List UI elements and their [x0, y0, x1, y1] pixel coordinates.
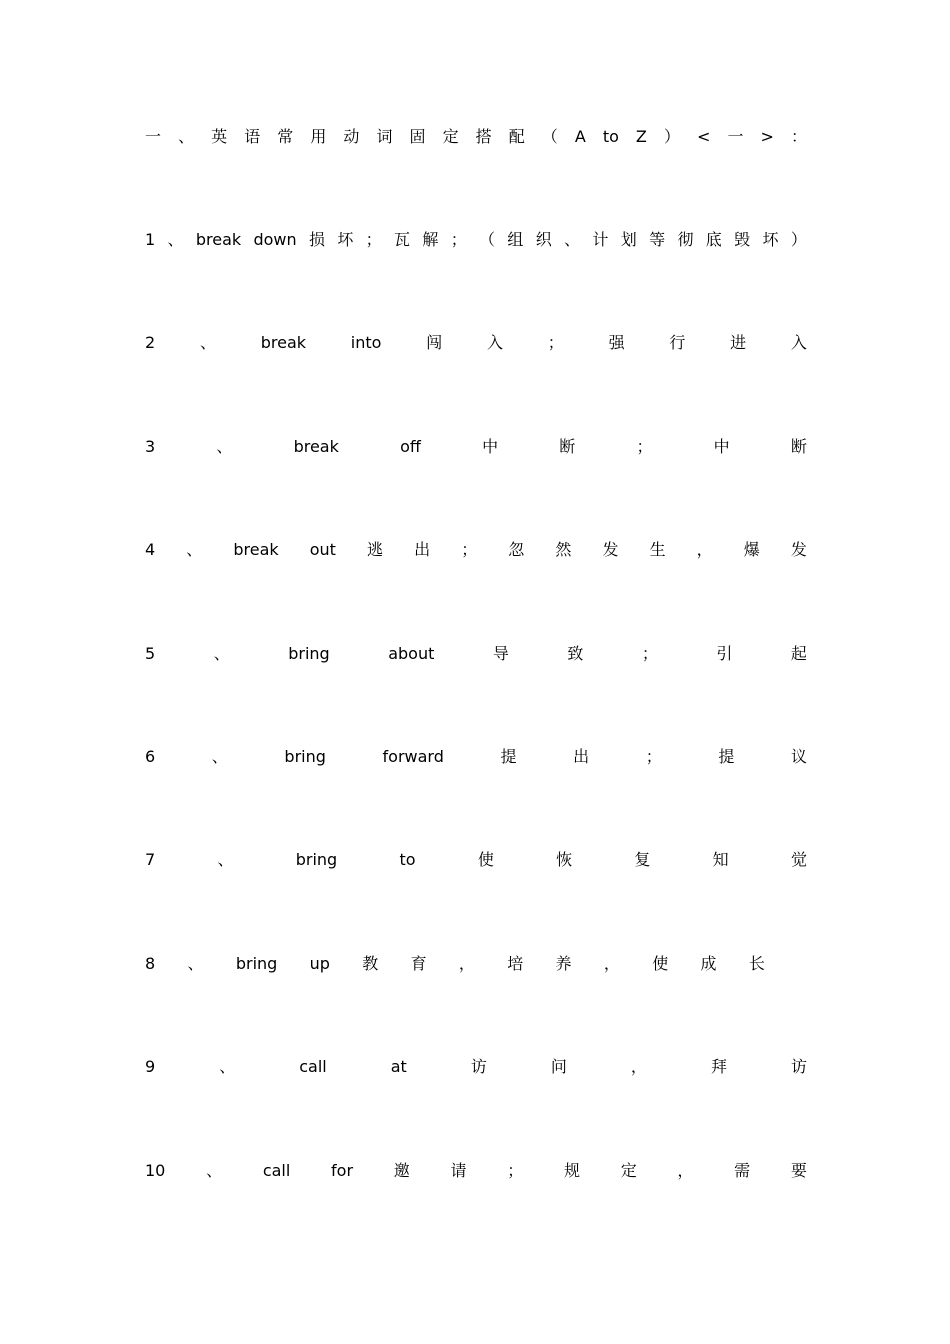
- text-token: 闯: [426, 333, 443, 352]
- text-token: 、: [217, 850, 234, 869]
- text-token: 恢: [556, 850, 573, 869]
- phrase-entry: [145, 642, 807, 666]
- text-token: bring: [295, 850, 338, 869]
- text-token: 计: [592, 230, 609, 249]
- text-token: 组: [507, 230, 524, 249]
- text-token: 入: [790, 333, 807, 352]
- text-token: into: [350, 333, 382, 352]
- text-token: bring: [288, 644, 330, 663]
- text-token: ，: [630, 1057, 647, 1076]
- text-token: 、: [199, 333, 216, 352]
- text-token: 行: [669, 333, 686, 352]
- text-token: 生: [649, 540, 666, 559]
- phrase-entry: [145, 331, 807, 355]
- text-token: 要: [790, 1161, 807, 1180]
- text-token: 解: [422, 230, 439, 249]
- text-token: 、: [213, 644, 230, 663]
- text-token: （: [541, 127, 558, 146]
- text-token: 中: [482, 437, 499, 456]
- text-token: 觉: [790, 850, 807, 869]
- text-token: 进: [730, 333, 747, 352]
- phrase-entry: [145, 228, 807, 252]
- text-token: <: [697, 127, 711, 146]
- text-token: up: [309, 954, 330, 973]
- text-token: bring: [235, 954, 278, 973]
- text-token: 7: [145, 850, 156, 869]
- text-token: break: [195, 230, 242, 249]
- text-token: 语: [244, 127, 261, 146]
- text-token: 、: [211, 747, 228, 766]
- text-token: 出: [414, 540, 431, 559]
- text-token: 一: [727, 127, 744, 146]
- text-token: 知: [712, 850, 729, 869]
- text-token: for: [331, 1161, 354, 1180]
- text-token: ，: [696, 540, 713, 559]
- text-token: ；: [507, 1161, 524, 1180]
- text-token: 用: [310, 127, 327, 146]
- text-token: 养: [555, 954, 572, 973]
- text-token: 出: [573, 747, 590, 766]
- text-token: 复: [634, 850, 651, 869]
- text-token: 10: [145, 1161, 166, 1180]
- text-token: 定: [620, 1161, 637, 1180]
- phrase-entry: [145, 952, 765, 976]
- text-token: to: [399, 850, 416, 869]
- text-token: out: [309, 540, 336, 559]
- text-token: ；: [450, 230, 467, 249]
- text-token: 提: [500, 747, 517, 766]
- text-token: ）: [663, 127, 680, 146]
- text-token: 起: [790, 644, 807, 663]
- text-token: 4: [145, 540, 156, 559]
- text-token: 英: [211, 127, 228, 146]
- text-token: 5: [145, 644, 156, 663]
- text-token: 访: [470, 1057, 487, 1076]
- text-token: 入: [487, 333, 504, 352]
- text-token: 、: [178, 127, 195, 146]
- text-token: at: [390, 1057, 407, 1076]
- phrase-entry: [145, 538, 807, 562]
- text-token: 邀: [393, 1161, 410, 1180]
- text-token: 使: [477, 850, 494, 869]
- text-token: ，: [677, 1161, 694, 1180]
- text-token: 育: [410, 954, 427, 973]
- phrase-entry: [145, 1159, 807, 1183]
- text-token: 致: [567, 644, 584, 663]
- text-token: （: [479, 230, 496, 249]
- text-token: 9: [145, 1057, 156, 1076]
- text-token: 1: [145, 230, 156, 249]
- text-token: 议: [790, 747, 807, 766]
- text-token: bring: [284, 747, 326, 766]
- text-token: 引: [716, 644, 733, 663]
- text-token: 、: [219, 1057, 236, 1076]
- text-token: 6: [145, 747, 156, 766]
- text-token: A: [574, 127, 586, 146]
- text-token: down: [253, 230, 297, 249]
- text-token: 断: [559, 437, 576, 456]
- text-token: 强: [608, 333, 625, 352]
- text-token: 3: [145, 437, 156, 456]
- text-token: break: [260, 333, 307, 352]
- text-token: 搭: [475, 127, 492, 146]
- phrase-entry: [145, 435, 807, 459]
- text-token: 损: [308, 230, 325, 249]
- text-token: 规: [563, 1161, 580, 1180]
- section-heading: [145, 125, 807, 149]
- text-token: forward: [382, 747, 444, 766]
- phrase-entry: [145, 848, 807, 872]
- text-token: ；: [636, 437, 653, 456]
- text-token: 常: [277, 127, 294, 146]
- text-token: ：: [790, 127, 807, 146]
- text-token: 一: [145, 127, 162, 146]
- phrase-entry: [145, 1055, 807, 1079]
- text-token: 培: [507, 954, 524, 973]
- text-token: 请: [450, 1161, 467, 1180]
- text-token: 配: [508, 127, 525, 146]
- text-token: 长: [748, 954, 765, 973]
- text-token: 毁: [734, 230, 751, 249]
- text-token: ；: [645, 747, 662, 766]
- text-token: ；: [641, 644, 658, 663]
- text-token: call: [299, 1057, 327, 1076]
- phrase-entry: [145, 745, 807, 769]
- text-token: 、: [167, 230, 184, 249]
- text-token: 导: [492, 644, 509, 663]
- text-token: 织: [535, 230, 552, 249]
- text-token: 教: [362, 954, 379, 973]
- text-token: 需: [734, 1161, 751, 1180]
- text-token: 固: [409, 127, 426, 146]
- text-token: to: [602, 127, 619, 146]
- text-token: 瓦: [394, 230, 411, 249]
- text-token: 访: [790, 1057, 807, 1076]
- text-token: >: [760, 127, 774, 146]
- text-token: ）: [790, 230, 807, 249]
- text-token: 坏: [337, 230, 354, 249]
- text-token: 、: [187, 954, 204, 973]
- text-token: off: [400, 437, 421, 456]
- text-token: 定: [442, 127, 459, 146]
- text-token: ，: [458, 954, 475, 973]
- text-token: 中: [713, 437, 730, 456]
- text-token: ；: [365, 230, 382, 249]
- text-token: 、: [216, 437, 233, 456]
- text-token: 发: [602, 540, 619, 559]
- text-token: 、: [206, 1161, 223, 1180]
- text-token: 动: [343, 127, 360, 146]
- text-token: 发: [790, 540, 807, 559]
- text-token: 提: [718, 747, 735, 766]
- text-token: call: [262, 1161, 291, 1180]
- text-token: ，: [603, 954, 620, 973]
- text-token: 爆: [743, 540, 760, 559]
- text-token: 8: [145, 954, 156, 973]
- text-token: 划: [620, 230, 637, 249]
- text-token: Z: [635, 127, 647, 146]
- text-token: ；: [547, 333, 564, 352]
- text-token: 成: [700, 954, 717, 973]
- text-token: 彻: [677, 230, 694, 249]
- text-token: 2: [145, 333, 156, 352]
- text-token: 逃: [367, 540, 384, 559]
- text-token: break: [293, 437, 339, 456]
- text-token: 断: [790, 437, 807, 456]
- text-token: 然: [555, 540, 572, 559]
- text-token: break: [233, 540, 279, 559]
- text-token: 问: [550, 1057, 567, 1076]
- text-token: 、: [186, 540, 203, 559]
- text-token: 忽: [508, 540, 525, 559]
- text-token: 等: [649, 230, 666, 249]
- text-token: 坏: [762, 230, 779, 249]
- text-token: 底: [705, 230, 722, 249]
- text-token: 使: [652, 954, 669, 973]
- text-token: 拜: [710, 1057, 727, 1076]
- text-token: 、: [564, 230, 581, 249]
- text-token: 词: [376, 127, 393, 146]
- text-token: about: [388, 644, 435, 663]
- text-token: ；: [461, 540, 478, 559]
